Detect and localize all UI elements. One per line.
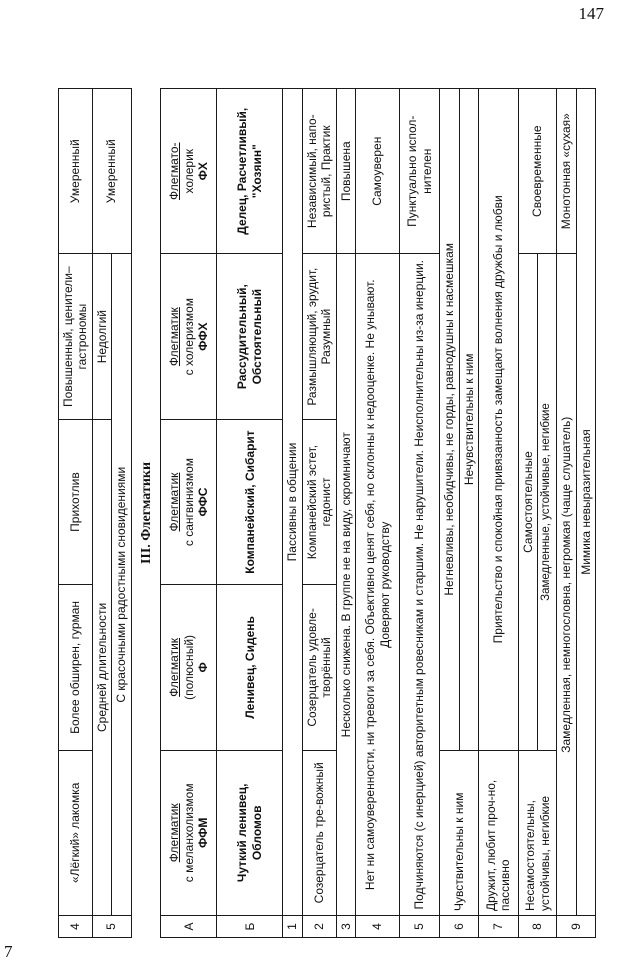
table-cell: Дружит, любит проч-но, пассивно (478, 750, 518, 915)
table-cell: Умеренный (92, 89, 131, 254)
table-row (440, 89, 459, 938)
row-number: 1 (283, 916, 302, 938)
table-cell: Самоуверен (356, 89, 400, 254)
table-cell: «Лёгкий» лакомка (59, 750, 93, 915)
table-cell: Средней длительности (92, 419, 111, 915)
table-cell: Чуткий ленивец, Обломов (217, 750, 283, 915)
top-table (58, 88, 132, 938)
table-cell: Пассивны в общении (283, 89, 302, 916)
table-cell: Компанейский эстет, гедонист (302, 419, 336, 584)
type-sub: (полюсный) (181, 634, 196, 700)
table-cell: Рассудительный, Обстоятельный (217, 254, 283, 419)
table-cell: Подчиняются (с инерцией) авторитетным ровесникам и старшим. Не нарушители. Неисполнительны из-за инерции. (400, 254, 440, 916)
table-cell: Делец, Расчетливый, "Хозяин" (217, 89, 283, 254)
table-cell: С красочными радостными сновидениями (112, 254, 131, 916)
row-number: Б (217, 916, 283, 938)
table-cell: Нет ни самоуверенности, ни тревоги за себя. Объективно ценят себя, но склонны к недооценке. Не унывают. Доверяют руководству (356, 254, 400, 916)
page-number-top: 147 (578, 4, 604, 23)
table-cell: Прихотлив (59, 419, 93, 584)
type-head: Флегматик (167, 803, 182, 863)
type-cell (161, 254, 217, 419)
table-row (302, 89, 336, 938)
row-number: 5 (400, 916, 440, 938)
type-cell (161, 419, 217, 584)
table-cell: Замедленная, немногословна, негромкая (чаще слушатель) (557, 254, 576, 916)
type-code: Ф (196, 662, 211, 673)
table-cell: Более обширен, гурман (59, 585, 93, 750)
row-number: 7 (478, 916, 518, 938)
row-number: 4 (356, 916, 400, 938)
table-row (518, 89, 537, 938)
type-sub: с холеризмом (181, 297, 196, 376)
table-cell: Созерцатель удовле-творённый (302, 585, 336, 750)
table-cell: Недолгий (92, 254, 111, 419)
section-title: III. Флегматики (138, 461, 154, 565)
type-cell (161, 750, 217, 915)
row-number: 8 (518, 916, 556, 938)
type-head: Флегмато- (167, 142, 182, 200)
table-cell: Монотонная «сухая» (557, 89, 576, 254)
type-cell (161, 585, 217, 750)
table-row (557, 89, 576, 938)
type-sub: с сангвинизмом (181, 457, 196, 547)
table-cell: Ленивец, Сидень (217, 585, 283, 750)
page-number-bottom: 7 (4, 942, 13, 961)
type-head: Флегматик (167, 472, 182, 532)
table-cell: Размышляющий, эрудит, Разумный (302, 254, 336, 419)
table-cell: Умеренный (59, 89, 93, 254)
table-row (59, 89, 93, 938)
table-cell: Замедленные, устойчивые, негибкие (538, 254, 557, 750)
type-sub: холерик (181, 148, 196, 194)
table-cell: Созерцатель тре-вожный (302, 750, 336, 915)
phlegmatic-table (160, 88, 596, 938)
table-row (336, 89, 355, 938)
table-cell: Несколько снижена. В группе не на виду, скромничают (336, 254, 355, 916)
type-code: ФФМ (196, 817, 211, 848)
table-row (161, 89, 217, 938)
table-row (478, 89, 518, 938)
table-cell: Повышенный, ценители–гастрономы (59, 254, 93, 419)
table-cell: Нечувствительны к ним (459, 89, 478, 751)
table-row (400, 89, 440, 938)
type-code: ФФС (196, 487, 211, 517)
row-number: 9 (557, 916, 596, 938)
table-cell: Приятельство и спокойная привязанность замещают волнения дружбы и любви (478, 89, 518, 751)
table-row (217, 89, 283, 938)
table-row (92, 89, 111, 938)
table-cell: Пунктуально испол-нителен (400, 89, 440, 254)
type-code: ФФХ (196, 322, 211, 351)
table-cell: Повышена (336, 89, 355, 254)
type-head: Флегматик (167, 637, 182, 697)
table-cell: Негневливы, необидчивы, не горды, равнодушны к насмешкам (440, 89, 459, 751)
table-cell: Мимика невыразительная (576, 89, 595, 916)
type-sub: с меланхолизмом (181, 783, 196, 883)
table-cell: Самостоятельные (518, 254, 537, 750)
row-number: А (161, 916, 217, 938)
table-row (576, 89, 595, 938)
table-cell: Своевременные (518, 89, 556, 254)
row-number: 5 (92, 916, 131, 938)
table-cell: Несамостоятельны, устойчивы, негибкие (518, 750, 556, 915)
row-number: 4 (59, 916, 93, 938)
table-cell: Компанейский, Сибарит (217, 419, 283, 584)
table-row (283, 89, 302, 938)
type-cell (161, 89, 217, 254)
table-row (356, 89, 400, 938)
table-cell: Чувствительны к ним (440, 750, 479, 915)
row-number: 3 (336, 916, 355, 938)
rotated-table-sheet (58, 88, 610, 938)
row-number: 6 (440, 916, 479, 938)
table-cell: Независимый, напо-ристый, Практик (302, 89, 336, 254)
type-code: ФХ (196, 162, 211, 181)
type-head: Флегматик (167, 307, 182, 367)
row-number: 2 (302, 916, 336, 938)
